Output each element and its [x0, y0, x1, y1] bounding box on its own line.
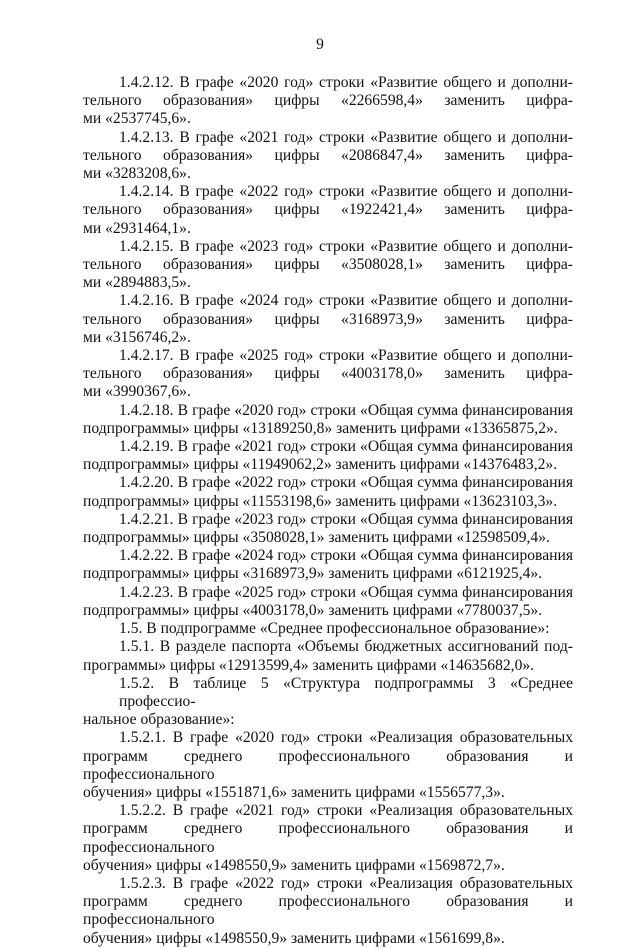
paragraph: [83, 511, 573, 547]
word: тельного: [83, 92, 142, 110]
paragraph: [83, 875, 573, 948]
paragraph-line: обучения» цифры «1498550,9» заменить цифрами «1561699,8».: [83, 929, 505, 947]
word: тельного: [83, 256, 142, 274]
word: цифры: [274, 256, 320, 274]
word: «2086847,4»: [341, 146, 423, 164]
paragraph: [83, 620, 573, 638]
paragraph: [83, 347, 573, 402]
paragraph: [83, 802, 573, 875]
word: образования»: [163, 201, 254, 219]
paragraph-line: нальное образование»:: [83, 711, 235, 729]
paragraph-line: обучения» цифры «1551871,6» заменить цифрами «1556577,3».: [83, 783, 505, 801]
paragraph-line: 1.4.2.14. В графе «2022 год» строки «Развитие общего и дополни-: [119, 183, 573, 201]
paragraph-line: 1.5.2.2. В графе «2021 год» строки «Реализация образовательных: [119, 802, 573, 820]
word: образования»: [163, 92, 254, 110]
justified-line: [83, 365, 573, 383]
paragraph-line: 1.4.2.12. В графе «2020 год» строки «Развитие общего и дополни-: [119, 74, 573, 91]
paragraph-line: 1.5. В подпрограмме «Среднее профессиональное образование»:: [119, 620, 550, 638]
word: цифра-: [526, 310, 573, 328]
word: «3168973,9»: [341, 310, 423, 328]
paragraph-line: программ среднего профессионального образования и профессионального: [83, 747, 573, 783]
word: заменить: [444, 256, 505, 274]
word: цифра-: [526, 256, 573, 274]
paragraph-line: 1.4.2.21. В графе «2023 год» строки «Общая сумма финансирования: [119, 510, 573, 528]
paragraph-line: 1.5.2.3. В графе «2022 год» строки «Реализация образовательных: [119, 874, 573, 892]
justified-line: [83, 201, 573, 219]
paragraph-line: программы» цифры «12913599,4» заменить цифрами «14635682,0».: [83, 656, 535, 674]
paragraph-line: ми «3283208,6».: [83, 165, 191, 183]
paragraph: [83, 675, 573, 730]
paragraph-line: 1.4.2.13. В графе «2021 год» строки «Развитие общего и дополни-: [119, 128, 573, 146]
word: цифры: [274, 146, 320, 164]
paragraph-line: 1.5.2. В таблице 5 «Структура подпрограммы 3 «Среднее профессио-: [119, 674, 573, 710]
paragraph-line: подпрограммы» цифры «13189250,8» заменить цифрами «13365875,2».: [83, 419, 558, 437]
word: цифра-: [526, 146, 573, 164]
paragraph-line: 1.4.2.18. В графе «2020 год» строки «Общая сумма финансирования: [119, 401, 573, 419]
paragraph-line: 1.4.2.19. В графе «2021 год» строки «Общая сумма финансирования: [119, 438, 573, 456]
word: образования»: [163, 146, 254, 164]
paragraph-line: ми «2537745,6».: [83, 110, 191, 128]
paragraph: [83, 292, 573, 347]
paragraph: [83, 638, 573, 674]
paragraph: [83, 238, 573, 293]
paragraph-line: 1.4.2.16. В графе «2024 год» строки «Развитие общего и дополни-: [119, 292, 573, 310]
document-body: [83, 74, 573, 948]
word: «2266598,4»: [341, 92, 423, 110]
paragraph-line: 1.4.2.15. В графе «2023 год» строки «Развитие общего и дополни-: [119, 237, 573, 255]
paragraph: [83, 438, 573, 474]
paragraph-line: программ среднего профессионального образования и профессионального: [83, 820, 573, 856]
paragraph-line: подпрограммы» цифры «3508028,1» заменить цифрами «12598509,4».: [83, 529, 550, 547]
paragraph-line: обучения» цифры «1498550,9» заменить цифрами «1569872,7».: [83, 856, 505, 874]
paragraph: [83, 474, 573, 510]
paragraph-line: программ среднего профессионального образования и профессионального: [83, 893, 573, 929]
paragraph-line: 1.4.2.17. В графе «2025 год» строки «Развитие общего и дополни-: [119, 347, 573, 365]
word: цифра-: [526, 365, 573, 383]
word: тельного: [83, 365, 142, 383]
word: «4003178,0»: [341, 365, 423, 383]
word: образования»: [163, 256, 254, 274]
paragraph: [83, 74, 573, 129]
word: заменить: [444, 310, 505, 328]
justified-line: [83, 147, 573, 165]
paragraph-line: подпрограммы» цифры «11553198,6» заменить цифрами «13623103,3».: [83, 492, 558, 510]
paragraph: [83, 402, 573, 438]
word: заменить: [444, 146, 505, 164]
paragraph: [83, 547, 573, 583]
paragraph: [83, 183, 573, 238]
word: цифра-: [526, 92, 573, 110]
paragraph-line: 1.4.2.20. В графе «2022 год» строки «Общая сумма финансирования: [119, 474, 573, 492]
paragraph-line: 1.5.1. В разделе паспорта «Объемы бюджетных ассигнований под-: [119, 638, 573, 656]
word: цифры: [274, 310, 320, 328]
paragraph-line: ми «3990367,6».: [83, 383, 191, 401]
paragraph-line: 1.4.2.22. В графе «2024 год» строки «Общая сумма финансирования: [119, 547, 573, 565]
justified-line: [83, 92, 573, 110]
word: «3508028,1»: [341, 256, 423, 274]
word: цифры: [274, 365, 320, 383]
paragraph-line: ми «2931464,1».: [83, 219, 191, 237]
word: заменить: [444, 201, 505, 219]
paragraph-line: подпрограммы» цифры «4003178,0» заменить цифрами «7780037,5».: [83, 601, 543, 619]
justified-line: [83, 256, 573, 274]
word: заменить: [444, 92, 505, 110]
word: образования»: [163, 310, 254, 328]
paragraph-line: ми «2894883,5».: [83, 274, 191, 292]
word: тельного: [83, 146, 142, 164]
paragraph-line: 1.4.2.23. В графе «2025 год» строки «Общая сумма финансирования: [119, 583, 573, 601]
justified-line: [83, 311, 573, 329]
paragraph-line: ми «3156746,2».: [83, 328, 191, 346]
word: образования»: [163, 365, 254, 383]
paragraph: [83, 129, 573, 184]
word: цифра-: [526, 201, 573, 219]
word: цифры: [274, 92, 320, 110]
paragraph-line: подпрограммы» цифры «11949062,2» заменить цифрами «14376483,2».: [83, 456, 558, 474]
paragraph-line: 1.5.2.1. В графе «2020 год» строки «Реализация образовательных: [119, 729, 573, 747]
paragraph-line: подпрограммы» цифры «3168973,9» заменить цифрами «6121925,4».: [83, 565, 543, 583]
paragraph: [83, 584, 573, 620]
word: тельного: [83, 201, 142, 219]
word: цифры: [274, 201, 320, 219]
page-number: 9: [316, 36, 324, 53]
word: тельного: [83, 310, 142, 328]
word: «1922421,4»: [341, 201, 423, 219]
paragraph: [83, 729, 573, 802]
word: заменить: [444, 365, 505, 383]
